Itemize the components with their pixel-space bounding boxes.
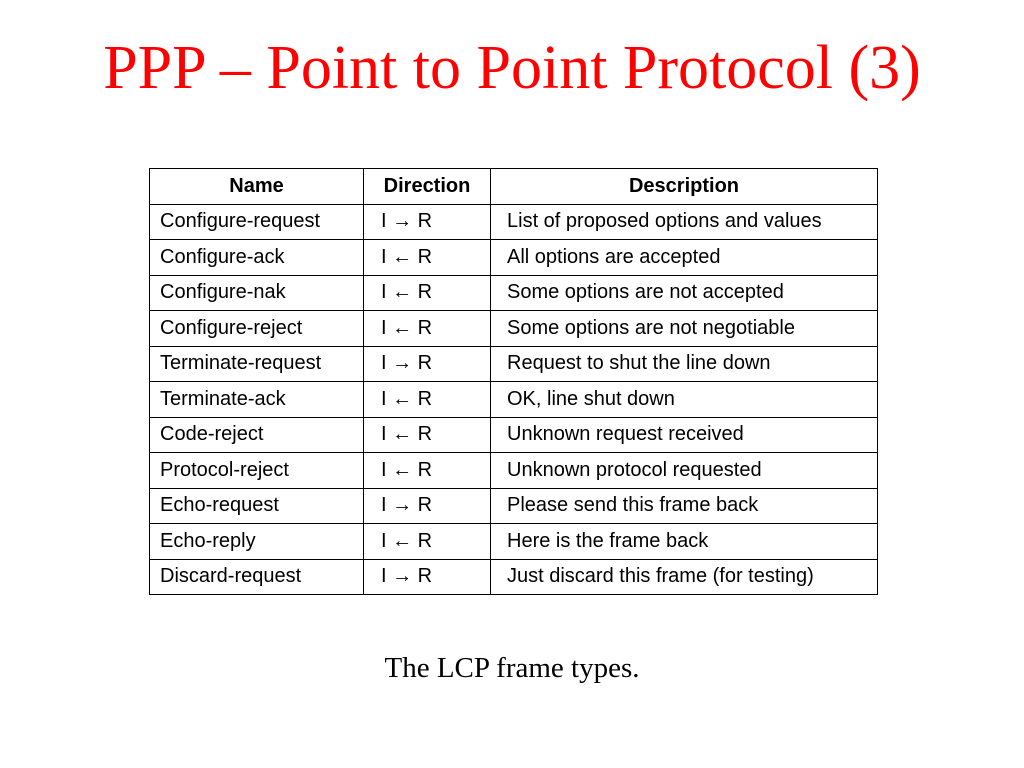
frame-description: Here is the frame back	[491, 524, 878, 560]
frame-direction: I → R	[364, 204, 491, 240]
frame-name: Code-reject	[150, 417, 364, 453]
table-row	[150, 488, 878, 524]
frame-description: Request to shut the line down	[491, 346, 878, 382]
table-row	[150, 311, 878, 347]
table-row	[150, 382, 878, 418]
frame-direction: I ← R	[364, 524, 491, 560]
frame-description: Please send this frame back	[491, 488, 878, 524]
column-header-name: Name	[150, 169, 364, 205]
frame-name: Echo-reply	[150, 524, 364, 560]
table-row	[150, 346, 878, 382]
frame-direction: I ← R	[364, 275, 491, 311]
figure-caption: The LCP frame types.	[384, 652, 640, 684]
table-row	[150, 524, 878, 560]
frame-direction: I ← R	[364, 240, 491, 276]
table-row	[150, 275, 878, 311]
slide-title: PPP – Point to Point Protocol (3)	[103, 34, 921, 102]
frame-name: Echo-request	[150, 488, 364, 524]
table-row	[150, 559, 878, 595]
frame-description: Some options are not accepted	[491, 275, 878, 311]
frame-direction: I ← R	[364, 382, 491, 418]
frame-description: All options are accepted	[491, 240, 878, 276]
frame-direction: I → R	[364, 559, 491, 595]
frame-name: Configure-request	[150, 204, 364, 240]
frame-name: Discard-request	[150, 559, 364, 595]
table-header-row	[150, 169, 878, 205]
frame-description: OK, line shut down	[491, 382, 878, 418]
table-row	[150, 240, 878, 276]
frame-description: Just discard this frame (for testing)	[491, 559, 878, 595]
frame-name: Configure-reject	[150, 311, 364, 347]
frame-direction: I → R	[364, 346, 491, 382]
frame-description: List of proposed options and values	[491, 204, 878, 240]
column-header-description: Description	[491, 169, 878, 205]
frame-direction: I ← R	[364, 417, 491, 453]
frame-direction: I ← R	[364, 311, 491, 347]
frame-description: Some options are not negotiable	[491, 311, 878, 347]
frame-name: Protocol-reject	[150, 453, 364, 489]
frame-direction: I ← R	[364, 453, 491, 489]
frame-description: Unknown request received	[491, 417, 878, 453]
frame-name: Terminate-ack	[150, 382, 364, 418]
lcp-frame-types-table	[149, 168, 878, 595]
table-row	[150, 453, 878, 489]
table-row	[150, 204, 878, 240]
frame-name: Configure-nak	[150, 275, 364, 311]
column-header-direction: Direction	[364, 169, 491, 205]
frame-description: Unknown protocol requested	[491, 453, 878, 489]
table-row	[150, 417, 878, 453]
frame-name: Configure-ack	[150, 240, 364, 276]
frame-direction: I → R	[364, 488, 491, 524]
frame-name: Terminate-request	[150, 346, 364, 382]
